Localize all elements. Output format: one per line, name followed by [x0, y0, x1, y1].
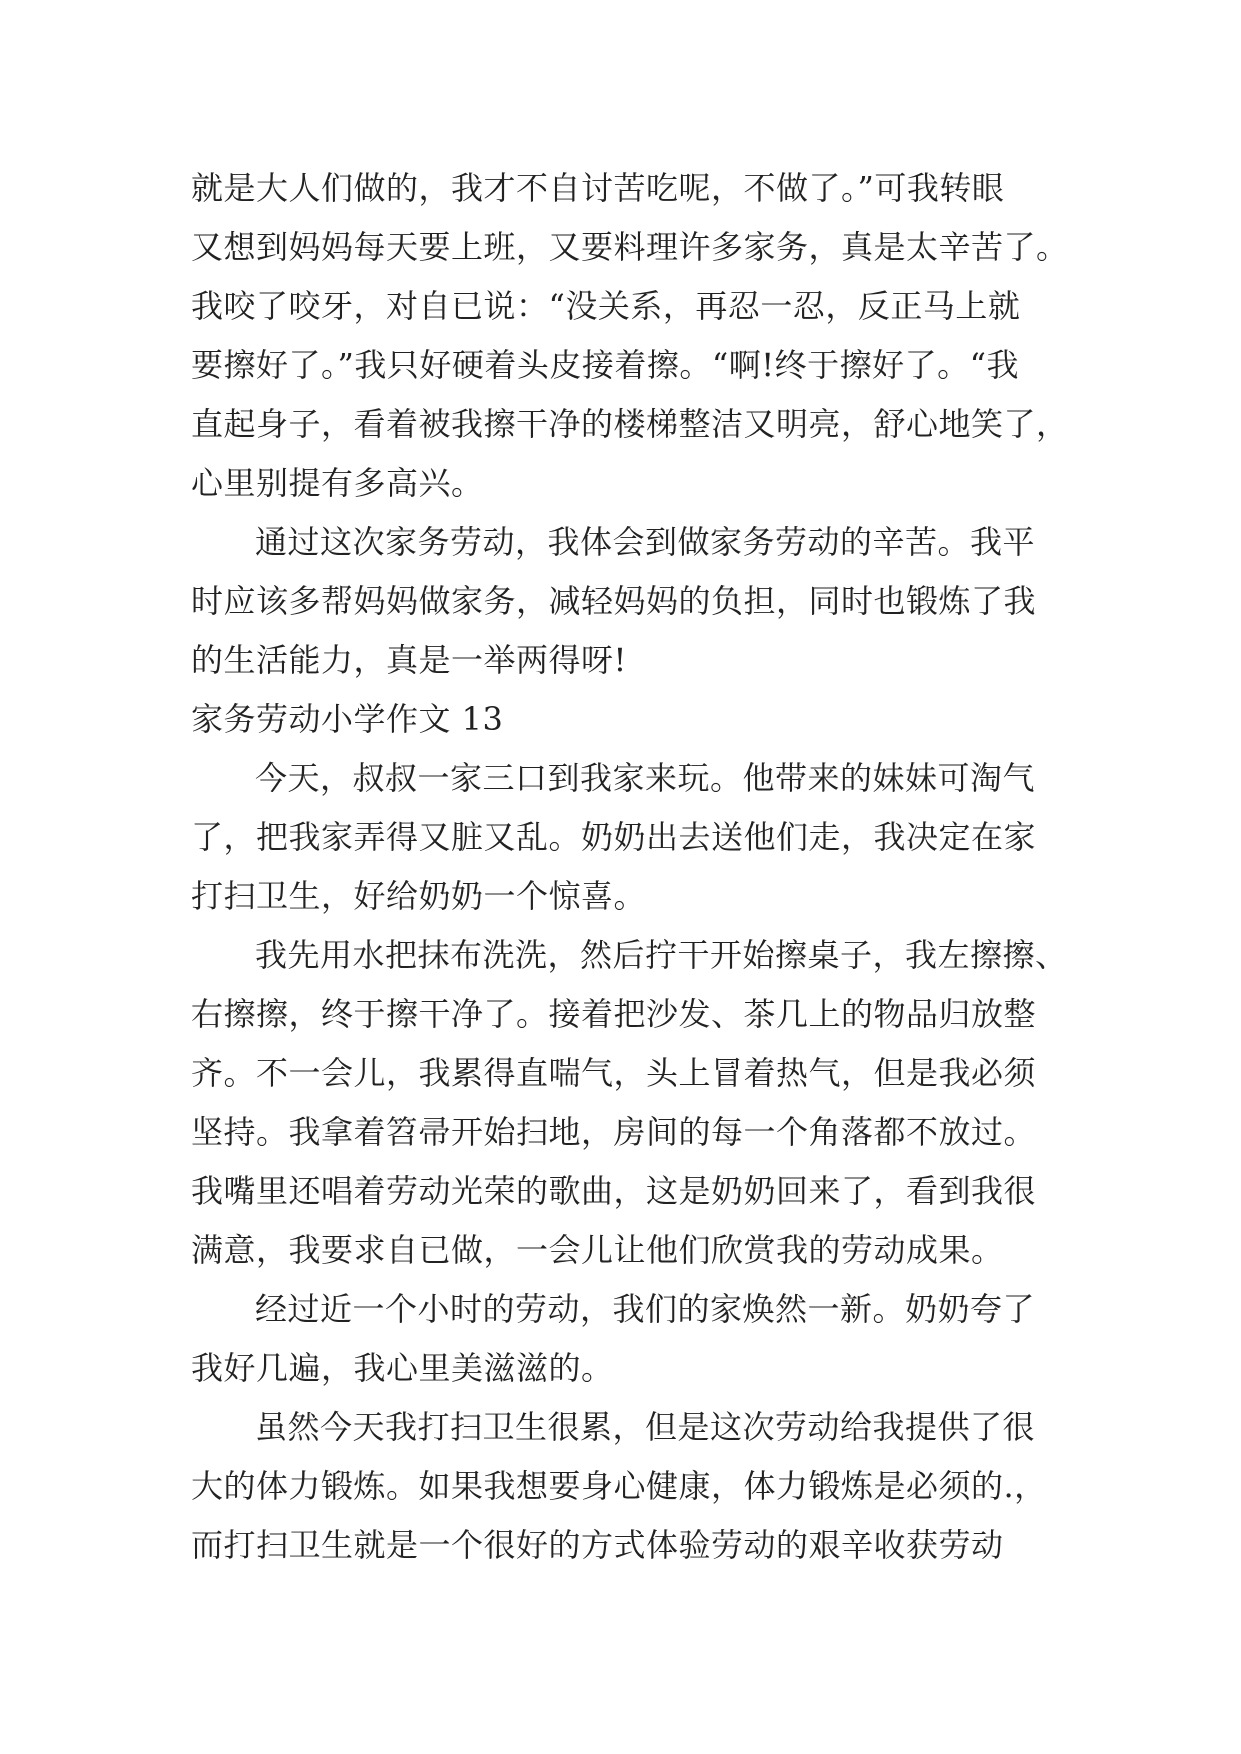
text-line: 又想到妈妈每天要上班，又要料理许多家务，真是太辛苦了。 [191, 228, 1069, 266]
text-line: 大的体力锻炼。如果我想要身心健康，体力锻炼是必须的.， [191, 1467, 1047, 1505]
text-line: 的生活能力，真是一举两得呀! [191, 641, 627, 679]
document-body [191, 159, 1071, 1575]
text-line: 满意，我要求自已做，一会儿让他们欣赏我的劳动成果。 [191, 1231, 1004, 1269]
text-line: 了，把我家弄得又脏又乱。奶奶出去送他们走，我决定在家 [191, 818, 1037, 856]
paragraph-first-line: 通过这次家务劳动，我体会到做家务劳动的辛苦。我平 [255, 523, 1036, 561]
text-line: 心里别提有多高兴。 [191, 464, 484, 502]
section-heading: 家务劳动小学作文 13 [191, 700, 504, 738]
text-line: 打扫卫生，好给奶奶一个惊喜。 [191, 877, 647, 915]
paragraph-first-line: 经过近一个小时的劳动，我们的家焕然一新。奶奶夸了 [255, 1290, 1036, 1328]
text-line: 齐。不一会儿，我累得直喘气，头上冒着热气，但是我必须 [191, 1054, 1037, 1092]
text-line: 就是大人们做的，我才不自讨苦吃呢，不做了。”可我转眼 [191, 169, 1005, 207]
text-line: 我好几遍，我心里美滋滋的。 [191, 1349, 614, 1387]
paragraph-first-line: 我先用水把抹布洗洗，然后拧干开始擦桌子，我左擦擦、 [255, 936, 1068, 974]
paragraph-first-line: 今天，叔叔一家三口到我家来玩。他带来的妹妹可淘气 [255, 759, 1036, 797]
text-line: 而打扫卫生就是一个很好的方式体验劳动的艰辛收获劳动 [191, 1526, 1004, 1564]
text-line: 我咬了咬牙，对自已说：“没关系，再忍一忍，反正马上就 [191, 287, 1021, 325]
paragraph-first-line: 虽然今天我打扫卫生很累，但是这次劳动给我提供了很 [255, 1408, 1036, 1446]
text-line: 坚持。我拿着笤帚开始扫地，房间的每一个角落都不放过。 [191, 1113, 1037, 1151]
text-line: 直起身子，看着被我擦干净的楼梯整洁又明亮，舒心地笑了， [191, 405, 1069, 443]
text-line: 我嘴里还唱着劳动光荣的歌曲，这是奶奶回来了，看到我很 [191, 1172, 1037, 1210]
text-line: 右擦擦，终于擦干净了。接着把沙发、茶几上的物品归放整 [191, 995, 1037, 1033]
text-line: 时应该多帮妈妈做家务，减轻妈妈的负担，同时也锻炼了我 [191, 582, 1037, 620]
text-line: 要擦好了。”我只好硬着头皮接着擦。“啊!终于擦好了。“我 [191, 346, 1019, 384]
